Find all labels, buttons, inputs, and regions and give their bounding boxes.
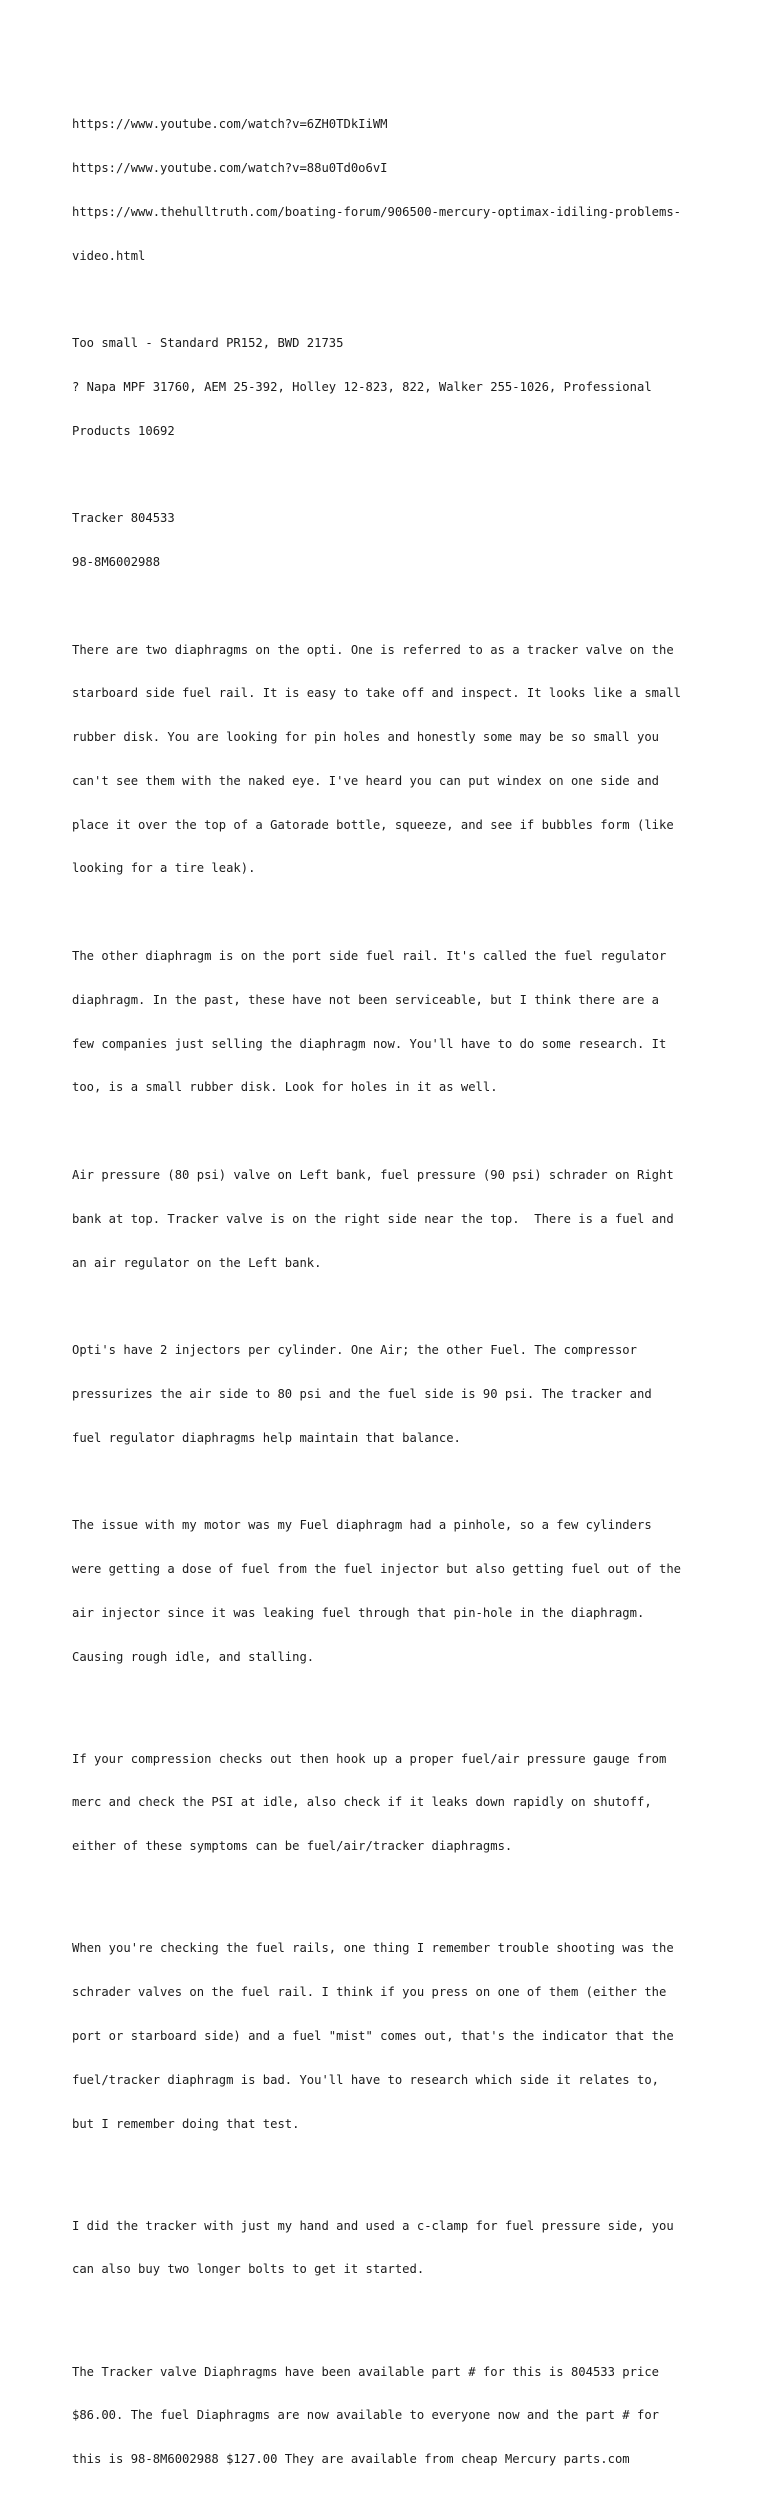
- paragraph-other-diaphragm: [72, 920, 720, 1124]
- text-line: Too small - Standard PR152, BWD 21735: [72, 336, 344, 351]
- text-line: an air regulator on the Left bank.: [72, 1255, 322, 1270]
- paragraph-air-pressure: [72, 1139, 720, 1300]
- text-line: this is 98-8M6002988 $127.00 They are available from cheap Mercury parts.com: [72, 2452, 630, 2467]
- link-line[interactable]: https://www.thehulltruth.com/boating-forum/906500-mercury-optimax-idiling-problems-: [72, 204, 682, 219]
- text-line: fuel regulator diaphragms help maintain that balance.: [72, 1430, 461, 1445]
- part-numbers: [72, 482, 720, 599]
- text-line: If your compression checks out then hook up a proper fuel/air pressure gauge from: [72, 1751, 667, 1766]
- paragraph-injectors: [72, 1314, 720, 1475]
- text-line: pressurizes the air side to 80 psi and the fuel side is 90 psi. The tracker and: [72, 1386, 652, 1401]
- text-line: Air pressure (80 psi) valve on Left bank, fuel pressure (90 psi) schrader on Right: [72, 1167, 674, 1182]
- text-line: The Tracker valve Diaphragms have been available part # for this is 804533 price: [72, 2364, 659, 2379]
- text-line: The other diaphragm is on the port side fuel rail. It's called the fuel regulator: [72, 949, 667, 964]
- text-line: can't see them with the naked eye. I've heard you can put windex on one side and: [72, 773, 659, 788]
- paragraph-two-diaphragms: [72, 613, 720, 905]
- reference-links: [72, 88, 720, 292]
- text-line: fuel/tracker diaphragm is bad. You'll have to research which side it relates to,: [72, 2072, 659, 2087]
- text-line: starboard side fuel rail. It is easy to take off and inspect. It looks like a small: [72, 686, 682, 701]
- text-line: I did the tracker with just my hand and used a c-clamp for fuel pressure side, you: [72, 2218, 674, 2233]
- text-line: rubber disk. You are looking for pin holes and honestly some may be so small you: [72, 730, 659, 745]
- text-line: but I remember doing that test.: [72, 2116, 300, 2131]
- text-line: Tracker 804533: [72, 511, 175, 526]
- text-line: looking for a tire leak).: [72, 861, 256, 876]
- text-line: air injector since it was leaking fuel through that pin-hole in the diaphragm.: [72, 1605, 645, 1620]
- paragraph-prices: [72, 2335, 720, 2496]
- text-line: 98-8M6002988: [72, 555, 161, 569]
- text-line: Opti's have 2 injectors per cylinder. One Air; the other Fuel. The compressor: [72, 1343, 637, 1358]
- text-line: bank at top. Tracker valve is on the right side near the top. There is a fuel and: [72, 1211, 674, 1226]
- link-line[interactable]: https://www.youtube.com/watch?v=88u0Td0o6vI: [72, 160, 388, 175]
- text-line: were getting a dose of fuel from the fuel injector but also getting fuel out of the: [72, 1561, 682, 1576]
- text-line: The issue with my motor was my Fuel diaphragm had a pinhole, so a few cylinders: [72, 1518, 652, 1533]
- paragraph-issue: [72, 1489, 720, 1693]
- paragraph-c-clamp: [72, 2190, 720, 2307]
- text-line: too, is a small rubber disk. Look for holes in it as well.: [72, 1080, 498, 1095]
- link-line[interactable]: video.html: [72, 248, 146, 263]
- text-line: schrader valves on the fuel rail. I think if you press on one of them (either the: [72, 1985, 667, 2000]
- text-line: merc and check the PSI at idle, also check if it leaks down rapidly on shutoff,: [72, 1795, 652, 1810]
- text-line: place it over the top of a Gatorade bottle, squeeze, and see if bubbles form (like: [72, 817, 674, 832]
- paragraph-fuel-rails: [72, 1912, 720, 2160]
- text-line: port or starboard side) and a fuel "mist" comes out, that's the indicator that the: [72, 2028, 674, 2043]
- text-line: Products 10692: [72, 423, 175, 438]
- text-line: can also buy two longer bolts to get it started.: [72, 2262, 425, 2277]
- text-line: either of these symptoms can be fuel/air/tracker diaphragms.: [72, 1839, 513, 1854]
- text-line: diaphragm. In the past, these have not been serviceable, but I think there are a: [72, 992, 659, 1007]
- text-line: $86.00. The fuel Diaphragms are now available to everyone now and the part # for: [72, 2408, 659, 2423]
- text-line: few companies just selling the diaphragm now. You'll have to do some research. It: [72, 1036, 667, 1051]
- text-line: Causing rough idle, and stalling.: [72, 1649, 315, 1664]
- link-line[interactable]: https://www.youtube.com/watch?v=6ZH0TDkIiWM: [72, 117, 388, 132]
- text-line: When you're checking the fuel rails, one thing I remember trouble shooting was the: [72, 1941, 674, 1956]
- paragraph-compression: [72, 1723, 720, 1884]
- text-line: ? Napa MPF 31760, AEM 25-392, Holley 12-823, 822, Walker 255-1026, Professional: [72, 379, 652, 394]
- parts-compatibility: [72, 307, 720, 468]
- text-line: There are two diaphragms on the opti. One is referred to as a tracker valve on the: [72, 642, 674, 657]
